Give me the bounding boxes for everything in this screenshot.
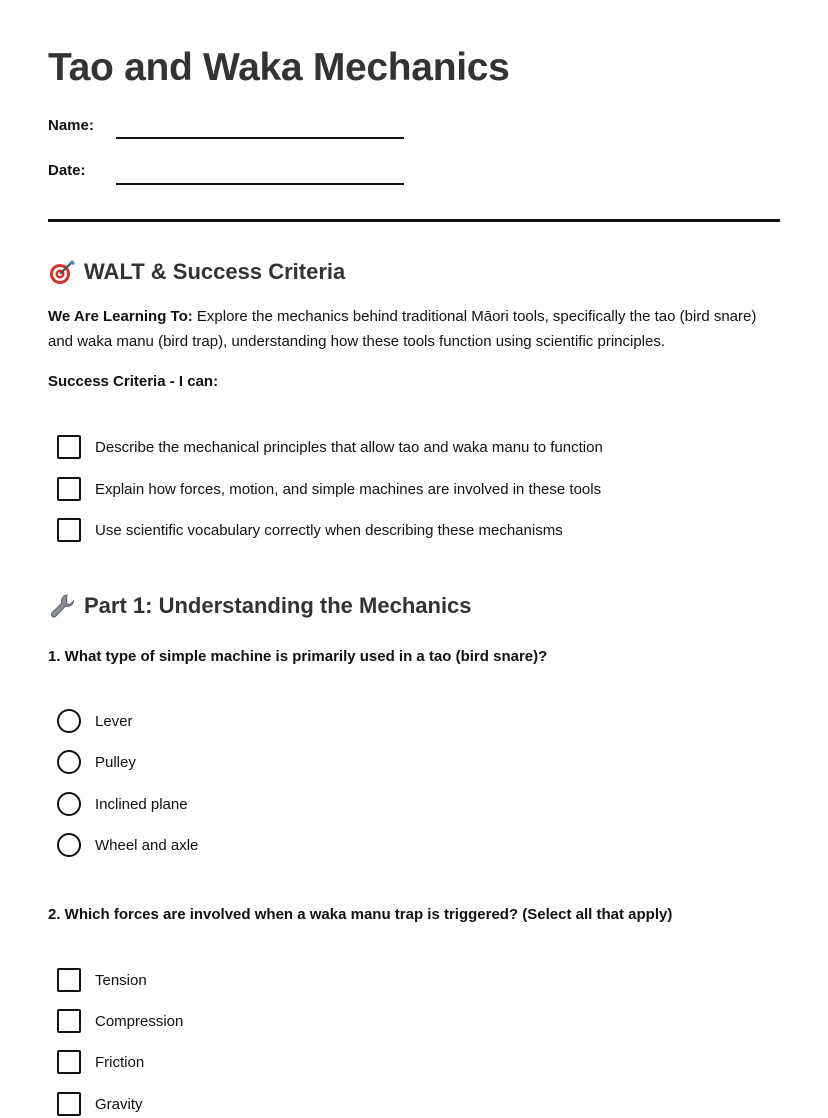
target-icon — [48, 258, 76, 286]
criteria-checkbox[interactable] — [57, 435, 81, 459]
walt-heading — [48, 258, 345, 286]
q2-option-label: Gravity — [95, 1095, 143, 1113]
page-title: Tao and Waka Mechanics — [48, 46, 510, 89]
q2-option-label: Compression — [95, 1012, 184, 1030]
q1-radio[interactable] — [57, 709, 81, 733]
q2-checkbox[interactable] — [57, 1009, 81, 1033]
q1-radio[interactable] — [57, 833, 81, 857]
date-field[interactable] — [116, 183, 404, 185]
q2-checkbox[interactable] — [57, 1092, 81, 1116]
q1-radio[interactable] — [57, 750, 81, 774]
q2-option[interactable] — [57, 967, 147, 993]
q1-option-label: Wheel and axle — [95, 836, 199, 854]
name-label: Name: — [48, 117, 94, 134]
wrench-icon — [48, 592, 76, 620]
criteria-item[interactable] — [57, 434, 603, 460]
q1-option[interactable] — [57, 832, 198, 858]
walt-statement — [48, 304, 783, 354]
part1-heading-text: Part 1: Understanding the Mechanics — [84, 593, 472, 618]
success-criteria-heading: Success Criteria - I can: — [48, 373, 219, 390]
q2-option-label: Friction — [95, 1053, 145, 1071]
walt-statement-lead: We Are Learning To: — [48, 308, 193, 325]
q2-option[interactable] — [57, 1091, 143, 1117]
name-field[interactable] — [116, 137, 404, 139]
q1-option-label: Lever — [95, 712, 133, 730]
q1-option-label: Pulley — [95, 753, 136, 771]
walt-heading-text: WALT & Success Criteria — [84, 259, 346, 284]
criteria-checkbox[interactable] — [57, 518, 81, 542]
part1-heading — [48, 592, 472, 620]
q2-option[interactable] — [57, 1008, 183, 1034]
criteria-label: Describe the mechanical principles that allow tao and waka manu to function — [95, 438, 603, 456]
walt-statement-text: Explore the mechanics behind traditional Māori tools, specifically the tao (bird snare) and waka manu (bird trap), understanding how these tools function using scientific principles. — [48, 308, 757, 350]
q1-option[interactable] — [57, 708, 133, 734]
q2-checkbox[interactable] — [57, 968, 81, 992]
section-divider — [48, 219, 780, 222]
criteria-label: Explain how forces, motion, and simple machines are involved in these tools — [95, 480, 602, 498]
q1-radio[interactable] — [57, 792, 81, 816]
criteria-item[interactable] — [57, 476, 601, 502]
question-1: 1. What type of simple machine is primarily used in a tao (bird snare)? — [48, 648, 548, 665]
q2-option[interactable] — [57, 1049, 144, 1075]
criteria-checkbox[interactable] — [57, 477, 81, 501]
criteria-label: Use scientific vocabulary correctly when describing these mechanisms — [95, 521, 563, 539]
q1-option[interactable] — [57, 749, 136, 775]
date-label: Date: — [48, 162, 86, 179]
q1-option-label: Inclined plane — [95, 795, 188, 813]
q2-checkbox[interactable] — [57, 1050, 81, 1074]
q1-option[interactable] — [57, 791, 188, 817]
question-2: 2. Which forces are involved when a waka manu trap is triggered? (Select all that apply) — [48, 906, 673, 923]
criteria-item[interactable] — [57, 517, 563, 543]
q2-option-label: Tension — [95, 971, 147, 989]
